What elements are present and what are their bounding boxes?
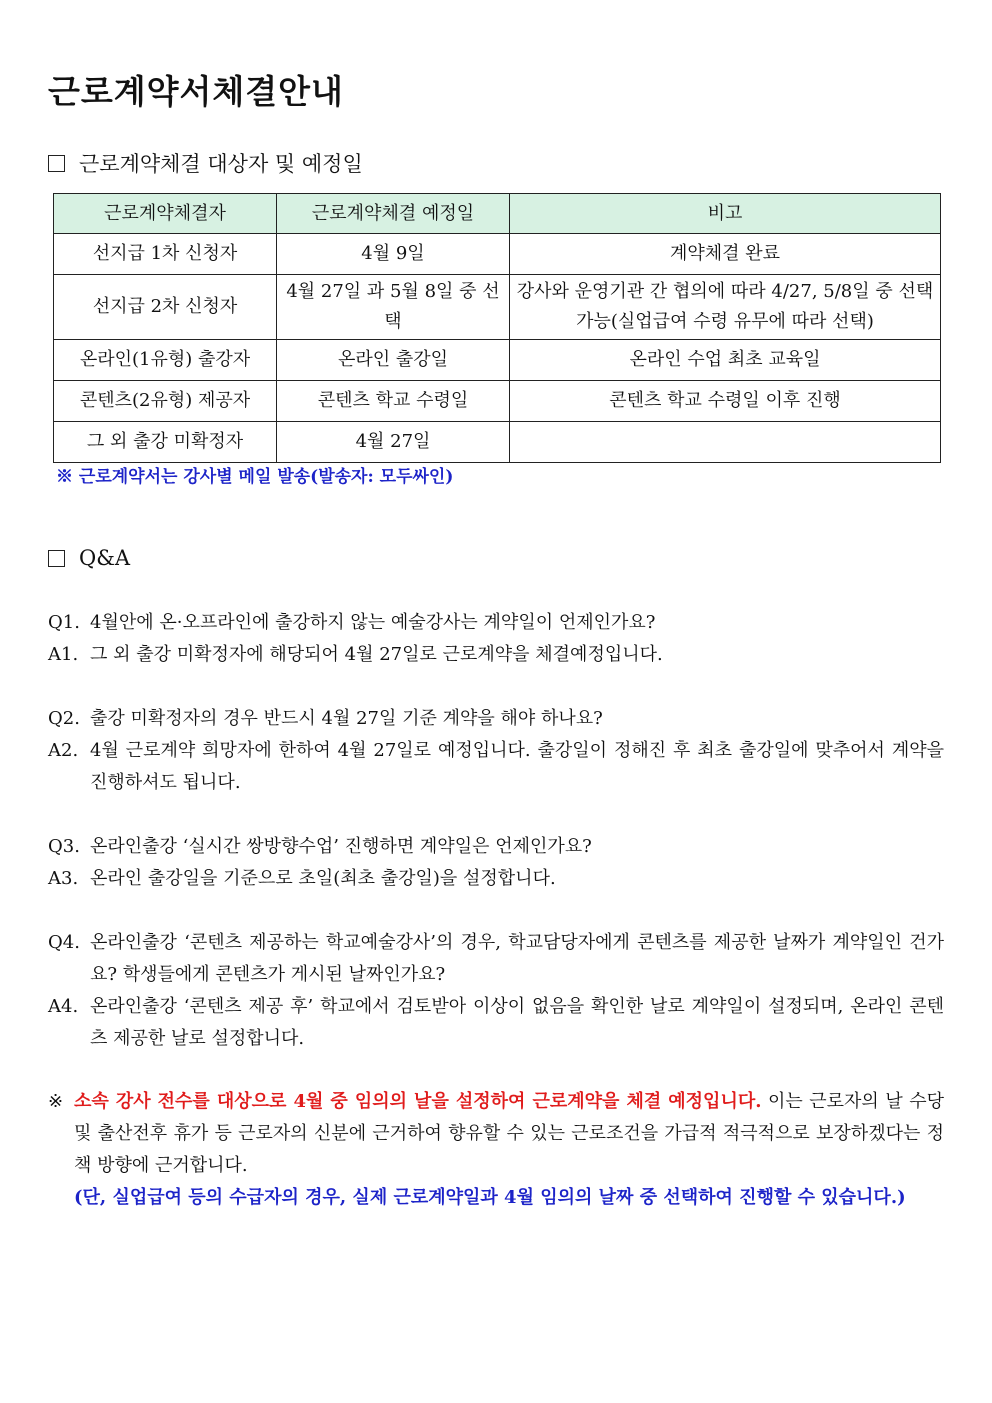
table-cell (510, 422, 941, 463)
section-heading-qa (48, 546, 130, 570)
table-row (54, 422, 941, 463)
question-text: 온라인출강 ‘콘텐츠 제공하는 학교예술강사’의 경우, 학교담당자에게 콘텐츠를 제공한 날짜가 계약일인 건가요? 학생들에게 콘텐츠가 게시된 날짜인가요? (90, 932, 944, 985)
schedule-table (53, 193, 941, 463)
qa-item-4 (48, 927, 944, 1055)
question-label: Q1. (48, 612, 80, 633)
answer-label: A1. (48, 644, 79, 665)
table-cell: 그 외 출강 미확정자 (54, 422, 277, 463)
column-header: 근로계약체결 예정일 (277, 194, 510, 234)
answer-text: 온라인출강 ‘콘텐츠 제공 후’ 학교에서 검토받아 이상이 없음을 확인한 날로 계약일이 설정되며, 온라인 콘텐츠 제공한 날로 설정합니다. (90, 996, 944, 1049)
table-cell: 콘텐츠 학교 수령일 (277, 381, 510, 422)
section-heading-schedule (48, 148, 363, 178)
table-row (54, 275, 941, 340)
table-header-row (54, 194, 941, 234)
answer-text: 온라인 출강일을 기준으로 초일(최초 출강일)을 설정합니다. (90, 868, 556, 889)
table-cell: 4월 27일 (277, 422, 510, 463)
table-cell: 선지급 1차 신청자 (54, 234, 277, 275)
table-cell: 계약체결 완료 (510, 234, 941, 275)
table-cell: 콘텐츠 학교 수령일 이후 진행 (510, 381, 941, 422)
table-cell: 온라인(1유형) 출강자 (54, 340, 277, 381)
page-title: 근로계약서체결안내 (48, 72, 344, 111)
question-text: 4월안에 온·오프라인에 출강하지 않는 예술강사는 계약일이 언제인가요? (90, 612, 656, 633)
qa-item-3 (48, 831, 944, 895)
table-cell: 선지급 2차 신청자 (54, 275, 277, 340)
table-note: ※ 근로계약서는 강사별 메일 발송(발송자: 모두싸인) (56, 467, 454, 487)
question-label: Q4. (48, 932, 80, 953)
table-row (54, 381, 941, 422)
qa-item-1 (48, 607, 944, 671)
table-cell: 온라인 출강일 (277, 340, 510, 381)
table-row (54, 340, 941, 381)
note-body: 이는 근로자의 날 수당 및 출산전후 휴가 등 근로자의 신분에 근거하여 향유할 수 있는 근로조건을 가급적 적극적으로 보장하겠다는 정책 방향에 근거합니다. (74, 1091, 944, 1176)
checkbox-icon (48, 155, 65, 172)
answer-text: 4월 근로계약 희망자에 한하여 4월 27일로 예정입니다. 출강일이 정해진 후 최초 출강일에 맞추어서 계약을 진행하셔도 됩니다. (90, 740, 944, 793)
question-text: 출강 미확정자의 경우 반드시 4월 27일 기준 계약을 해야 하나요? (90, 708, 603, 729)
table-cell: 강사와 운영기관 간 협의에 따라 4/27, 5/8일 중 선택 가능(실업급여 수령 유무에 따라 선택) (510, 275, 941, 340)
checkbox-icon (48, 550, 65, 567)
question-label: Q3. (48, 836, 80, 857)
table-cell: 4월 27일 과 5월 8일 중 선택 (277, 275, 510, 340)
table-cell: 콘텐츠(2유형) 제공자 (54, 381, 277, 422)
column-header: 근로계약체결자 (54, 194, 277, 234)
note-emphasis-red: 소속 강사 전수를 대상으로 4월 중 임의의 날을 설정하여 근로계약을 체결 예정입니다. (74, 1091, 762, 1112)
final-note (48, 1086, 944, 1214)
section-heading-label: 근로계약체결 대상자 및 예정일 (79, 152, 363, 176)
question-label: Q2. (48, 708, 80, 729)
table-row (54, 234, 941, 275)
table-cell: 4월 9일 (277, 234, 510, 275)
answer-label: A4. (48, 996, 79, 1017)
column-header: 비고 (510, 194, 941, 234)
answer-text: 그 외 출강 미확정자에 해당되어 4월 27일로 근로계약을 체결예정입니다. (90, 644, 663, 665)
note-mark: ※ (48, 1091, 64, 1112)
qa-item-2 (48, 703, 944, 799)
note-emphasis-blue: (단, 실업급여 등의 수급자의 경우, 실제 근로계약일과 4월 임의의 날짜 중 선택하여 진행할 수 있습니다.) (74, 1187, 906, 1208)
question-text: 온라인출강 ‘실시간 쌍방향수업’ 진행하면 계약일은 언제인가요? (90, 836, 592, 857)
answer-label: A3. (48, 868, 79, 889)
table-cell: 온라인 수업 최초 교육일 (510, 340, 941, 381)
section-heading-label: Q&A (79, 546, 131, 570)
answer-label: A2. (48, 740, 79, 761)
